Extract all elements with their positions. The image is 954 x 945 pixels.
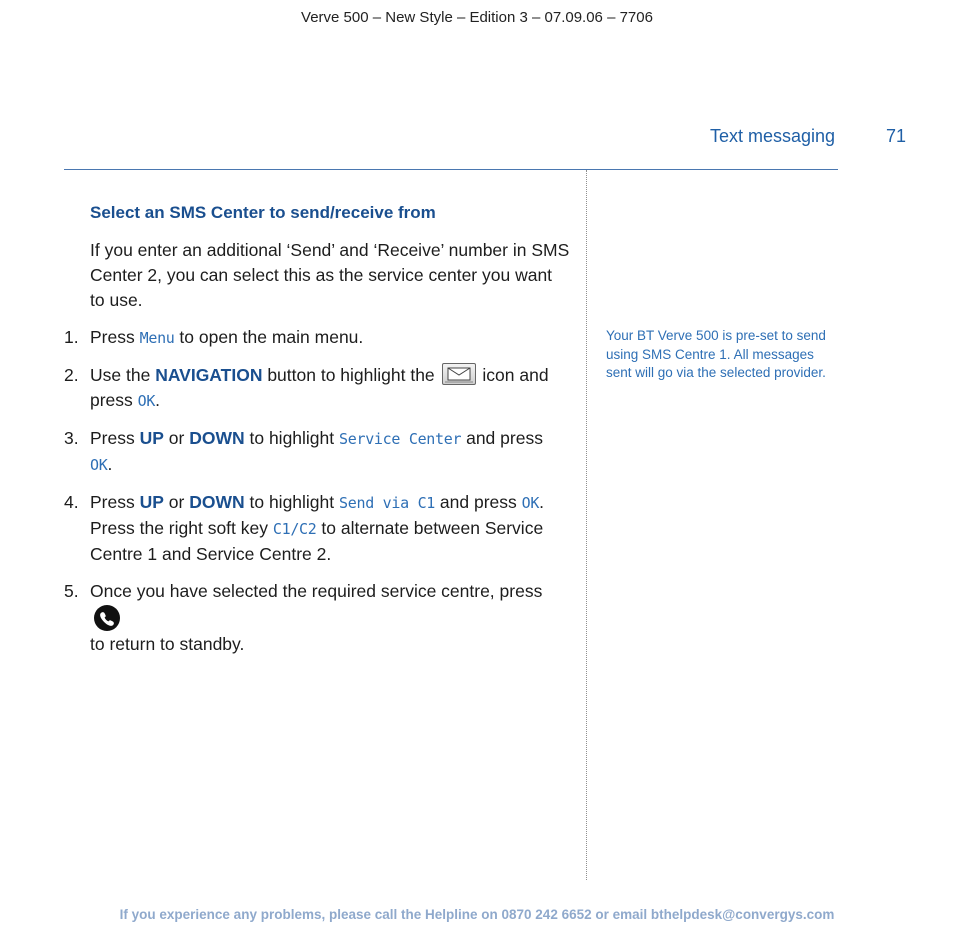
- step-text: . Press the right soft key: [90, 492, 544, 538]
- display-text-menu: Menu: [139, 329, 175, 347]
- page-number: 71: [886, 126, 907, 146]
- step-text: icon and press: [90, 365, 549, 410]
- step-text: to return to standby.: [90, 634, 245, 654]
- step-text: to highlight: [244, 492, 339, 512]
- step-text: .: [107, 454, 113, 474]
- step-number: 1.: [64, 327, 79, 347]
- step-text: or: [163, 492, 190, 512]
- display-text-service-center: Service Center: [339, 430, 462, 448]
- display-text-send-via-c1: Send via C1: [339, 494, 436, 512]
- display-text-ok: OK: [521, 494, 540, 512]
- step-1: [64, 325, 570, 351]
- end-call-icon: [93, 604, 121, 632]
- step-3: [64, 426, 570, 478]
- step-text: Press: [90, 428, 140, 448]
- column-divider: [586, 170, 587, 880]
- step-number: 4.: [64, 492, 79, 512]
- sms-envelope-icon: [442, 363, 476, 385]
- footer-helpline: If you experience any problems, please call the Helpline on 0870 242 6652 or email bthelpdesk@convergys.com: [119, 907, 835, 922]
- display-text-ok: OK: [137, 392, 156, 410]
- key-down: DOWN: [189, 428, 245, 448]
- step-5: [64, 579, 570, 657]
- key-up: UP: [139, 428, 164, 448]
- step-4: [64, 490, 570, 567]
- step-text: .: [155, 390, 160, 410]
- step-text: Press: [90, 327, 140, 347]
- step-2: [64, 363, 570, 414]
- display-text-c1-c2: C1/C2: [272, 520, 317, 538]
- key-up: UP: [139, 492, 164, 512]
- main-column: [64, 200, 570, 669]
- steps-list: [64, 325, 570, 657]
- step-text: or: [163, 428, 190, 448]
- step-text: Once you have selected the required service centre, press: [90, 581, 543, 601]
- key-navigation: NAVIGATION: [155, 365, 263, 385]
- step-text: Use the: [90, 365, 156, 385]
- header-rule: [64, 169, 838, 170]
- step-text: to highlight: [244, 428, 339, 448]
- step-text: and press: [435, 492, 522, 512]
- display-text-ok: OK: [90, 456, 108, 474]
- step-number: 3.: [64, 428, 79, 448]
- step-text: and press: [461, 428, 543, 448]
- document-meta: Verve 500 – New Style – Edition 3 – 07.09.06 – 7706: [301, 9, 653, 26]
- section-heading: Select an SMS Center to send/receive from: [90, 203, 436, 222]
- step-text: to open the main menu.: [174, 327, 364, 347]
- step-number: 2.: [64, 365, 79, 385]
- key-down: DOWN: [189, 492, 245, 512]
- intro-paragraph: If you enter an additional ‘Send’ and ‘Receive’ number in SMS Center 2, you can select this as the service center you want to use.: [90, 240, 570, 310]
- step-text: to alternate between Service Centre 1 and Service Centre 2.: [90, 518, 544, 564]
- step-text: Press: [90, 492, 140, 512]
- step-text: button to highlight the: [262, 365, 440, 385]
- step-number: 5.: [64, 581, 79, 601]
- side-note: Your BT Verve 500 is pre-set to send using SMS Centre 1. All messages sent will go via the selected provider.: [606, 328, 826, 380]
- section-title: Text messaging: [710, 126, 836, 146]
